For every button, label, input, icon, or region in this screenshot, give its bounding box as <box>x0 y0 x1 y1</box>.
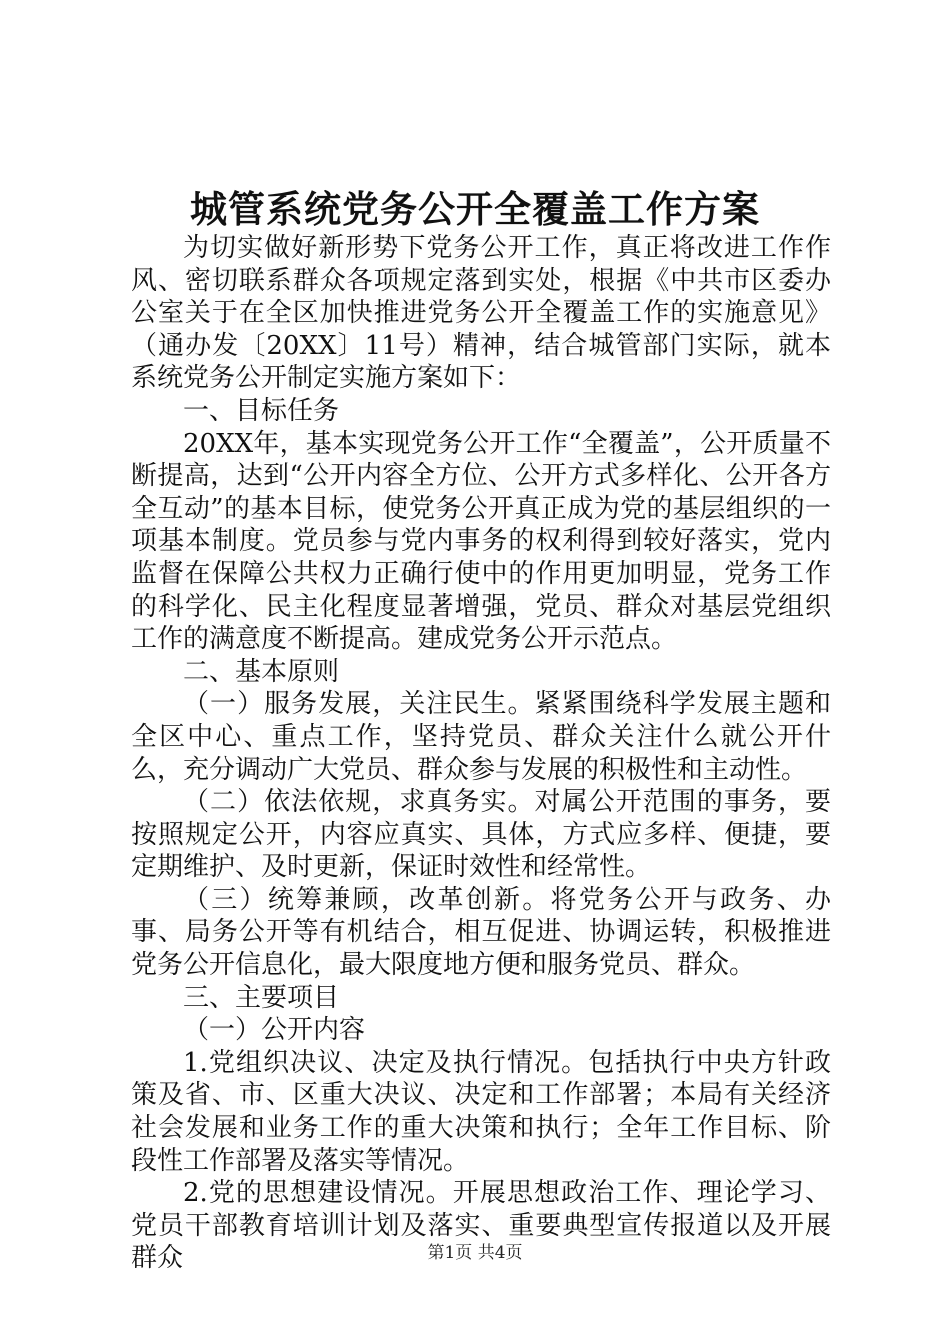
intro-paragraph: 为切实做好新形势下党务公开工作，真正将改进工作作风、密切联系群众各项规定落到实处，根据《中共市区委办公室关于在全区加快推进党务公开全覆盖工作的实施意见》（通办发〔20XX〕11号）精神，结合城管部门实际，就本系统党务公开制定实施方案如下： <box>131 233 831 394</box>
section-heading-principles: 二、基本原则 <box>183 656 340 687</box>
section-heading-items: 三、主要项目 <box>183 982 340 1013</box>
item-paragraph-1: 1.党组织决议、决定及执行情况。包括执行中央方针政策及省、市、区重大决议、决定和工作部署；本局有关经济社会发展和业务工作的重大决策和执行；全年工作目标、阶段性工作部署及落实等情况。 <box>131 1047 831 1176</box>
goals-paragraph: 20XX年，基本实现党务公开工作“全覆盖”，公开质量不断提高，达到“公开内容全方位、公开方式多样化、公开各方全互动”的基本目标，使党务公开真正成为党的基层组织的一项基本制度。党员参与党内事务的权利得到较好落实，党内监督在保障公共权力正确行使中的作用更加明显，党务工作的科学化、民主化程度显著增强，党员、群众对基层党组织工作的满意度不断提高。建成党务公开示范点。 <box>131 428 831 655</box>
document-body <box>131 232 831 1275</box>
principle-paragraph-2: （二）依法依规，求真务实。对属公开范围的事务，要按照规定公开，内容应真实、具体，方式应多样、便捷，要定期维护、及时更新，保证时效性和经常性。 <box>131 787 831 883</box>
section-heading-goals: 一、目标任务 <box>183 395 340 426</box>
principle-paragraph-3: （三）统筹兼顾，改革创新。将党务公开与政务、办事、局务公开等有机结合，相互促进、协调运转，积极推进党务公开信息化，最大限度地方便和服务党员、群众。 <box>131 884 831 981</box>
page-footer: 第1页 共4页 <box>427 1243 523 1263</box>
document-title: 城管系统党务公开全覆盖工作方案 <box>190 187 760 231</box>
principle-paragraph-1: （一）服务发展，关注民生。紧紧围绕科学发展主题和全区中心、重点工作，坚持党员、群众关注什么就公开什么，充分调动广大党员、群众参与发展的积极性和主动性。 <box>131 689 831 785</box>
subsection-heading-content: （一）公开内容 <box>183 1015 366 1046</box>
item-paragraph-2: 2.党的思想建设情况。开展思想政治工作、理论学习、党员干部教育培训计划及落实、重要典型宣传报道以及开展群众 <box>131 1178 831 1274</box>
